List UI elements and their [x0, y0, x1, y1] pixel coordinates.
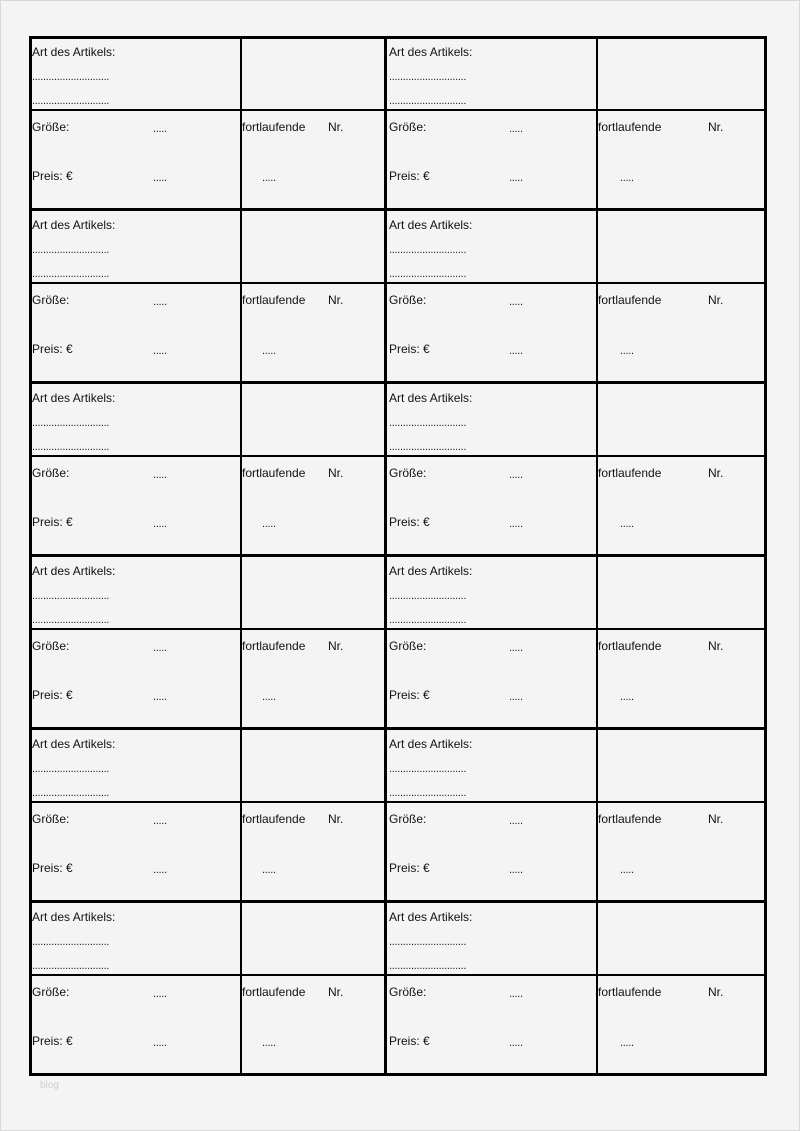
price-label: Preis: €	[389, 515, 430, 529]
price-value: .....	[509, 691, 523, 703]
serial-value: .....	[262, 172, 276, 184]
article-type-label: Art des Artikels:	[32, 910, 116, 924]
serial-value: .....	[262, 864, 276, 876]
card-inner-divider	[29, 628, 384, 630]
card-inner-divider	[386, 801, 766, 803]
serial-value: .....	[262, 518, 276, 530]
size-value: .....	[509, 988, 523, 1000]
size-label: Größe:	[32, 812, 70, 826]
article-type-label: Art des Artikels:	[32, 391, 116, 405]
article-line-2: ............................	[389, 441, 467, 453]
article-line-1: ............................	[389, 417, 467, 429]
serial-value: .....	[620, 1037, 634, 1049]
price-label: Preis: €	[32, 515, 73, 529]
serial-value: .....	[262, 691, 276, 703]
size-label: Größe:	[32, 466, 70, 480]
serial-label: fortlaufende	[598, 985, 662, 999]
serial-label: fortlaufende	[242, 985, 306, 999]
card-inner-divider	[386, 109, 766, 111]
serial-value: .....	[620, 518, 634, 530]
serial-label: fortlaufende	[242, 639, 306, 653]
price-value: .....	[153, 864, 167, 876]
size-value: .....	[509, 296, 523, 308]
article-type-label: Art des Artikels:	[32, 564, 116, 578]
article-line-2: ............................	[389, 95, 467, 107]
article-line-2: ............................	[32, 441, 110, 453]
article-line-1: ............................	[32, 763, 110, 775]
price-value: .....	[509, 1037, 523, 1049]
card-inner-divider	[29, 282, 384, 284]
article-line-2: ............................	[389, 960, 467, 972]
serial-label: fortlaufende	[598, 812, 662, 826]
card-inner-divider	[29, 974, 384, 976]
article-type-label: Art des Artikels:	[32, 218, 116, 232]
article-line-1: ............................	[389, 936, 467, 948]
size-value: .....	[509, 469, 523, 481]
serial-nr-label: Nr.	[708, 639, 724, 653]
serial-nr-label: Nr.	[708, 293, 724, 307]
watermark: blog	[40, 1080, 59, 1091]
size-value: .....	[153, 642, 167, 654]
article-line-1: ............................	[32, 417, 110, 429]
size-label: Größe:	[389, 293, 427, 307]
article-line-2: ............................	[32, 268, 110, 280]
serial-nr-label: Nr.	[328, 985, 344, 999]
size-label: Größe:	[32, 639, 70, 653]
card-inner-divider	[386, 628, 766, 630]
article-line-1: ............................	[389, 763, 467, 775]
size-label: Größe:	[389, 466, 427, 480]
serial-nr-label: Nr.	[328, 639, 344, 653]
size-value: .....	[153, 988, 167, 1000]
price-label: Preis: €	[389, 342, 430, 356]
serial-label: fortlaufende	[242, 293, 306, 307]
serial-label: fortlaufende	[598, 466, 662, 480]
article-line-1: ............................	[32, 590, 110, 602]
article-line-2: ............................	[32, 960, 110, 972]
serial-nr-label: Nr.	[328, 812, 344, 826]
article-line-2: ............................	[32, 95, 110, 107]
serial-value: .....	[620, 864, 634, 876]
serial-nr-label: Nr.	[708, 812, 724, 826]
article-line-1: ............................	[389, 590, 467, 602]
article-line-1: ............................	[32, 71, 110, 83]
price-label: Preis: €	[32, 688, 73, 702]
serial-nr-label: Nr.	[328, 466, 344, 480]
serial-value: .....	[620, 691, 634, 703]
price-value: .....	[509, 518, 523, 530]
price-value: .....	[509, 172, 523, 184]
article-line-2: ............................	[389, 614, 467, 626]
article-type-label: Art des Artikels:	[389, 45, 473, 59]
article-type-label: Art des Artikels:	[389, 910, 473, 924]
size-label: Größe:	[389, 120, 427, 134]
card-inner-divider	[386, 282, 766, 284]
card-inner-divider	[29, 455, 384, 457]
article-line-2: ............................	[32, 787, 110, 799]
serial-nr-label: Nr.	[328, 293, 344, 307]
serial-value: .....	[620, 345, 634, 357]
price-label: Preis: €	[389, 1034, 430, 1048]
price-value: .....	[153, 518, 167, 530]
size-label: Größe:	[389, 812, 427, 826]
price-value: .....	[153, 1037, 167, 1049]
size-value: .....	[153, 296, 167, 308]
size-label: Größe:	[389, 639, 427, 653]
serial-value: .....	[262, 345, 276, 357]
card-inner-divider	[386, 974, 766, 976]
article-line-1: ............................	[389, 244, 467, 256]
article-type-label: Art des Artikels:	[389, 391, 473, 405]
serial-label: fortlaufende	[242, 466, 306, 480]
article-line-1: ............................	[32, 936, 110, 948]
size-value: .....	[509, 642, 523, 654]
price-label: Preis: €	[32, 1034, 73, 1048]
article-type-label: Art des Artikels:	[32, 45, 116, 59]
article-line-2: ............................	[389, 268, 467, 280]
serial-label: fortlaufende	[598, 120, 662, 134]
article-type-label: Art des Artikels:	[389, 564, 473, 578]
card-inner-divider	[29, 801, 384, 803]
article-type-label: Art des Artikels:	[32, 737, 116, 751]
size-value: .....	[509, 123, 523, 135]
price-label: Preis: €	[389, 688, 430, 702]
price-label: Preis: €	[32, 861, 73, 875]
size-label: Größe:	[389, 985, 427, 999]
price-value: .....	[153, 691, 167, 703]
price-value: .....	[153, 172, 167, 184]
price-label: Preis: €	[32, 169, 73, 183]
article-line-2: ............................	[32, 614, 110, 626]
serial-label: fortlaufende	[598, 293, 662, 307]
size-value: .....	[153, 815, 167, 827]
price-label: Preis: €	[389, 861, 430, 875]
price-label: Preis: €	[32, 342, 73, 356]
size-label: Größe:	[32, 293, 70, 307]
price-label: Preis: €	[389, 169, 430, 183]
article-line-1: ............................	[389, 71, 467, 83]
size-value: .....	[509, 815, 523, 827]
article-type-label: Art des Artikels:	[389, 218, 473, 232]
size-label: Größe:	[32, 985, 70, 999]
article-line-1: ............................	[32, 244, 110, 256]
article-line-2: ............................	[389, 787, 467, 799]
size-label: Größe:	[32, 120, 70, 134]
article-type-label: Art des Artikels:	[389, 737, 473, 751]
price-value: .....	[153, 345, 167, 357]
serial-value: .....	[620, 172, 634, 184]
card-inner-divider	[386, 455, 766, 457]
size-value: .....	[153, 123, 167, 135]
serial-value: .....	[262, 1037, 276, 1049]
card-inner-divider	[29, 109, 384, 111]
serial-label: fortlaufende	[242, 120, 306, 134]
serial-nr-label: Nr.	[708, 120, 724, 134]
serial-label: fortlaufende	[242, 812, 306, 826]
serial-nr-label: Nr.	[328, 120, 344, 134]
size-value: .....	[153, 469, 167, 481]
price-value: .....	[509, 864, 523, 876]
serial-nr-label: Nr.	[708, 985, 724, 999]
serial-nr-label: Nr.	[708, 466, 724, 480]
price-value: .....	[509, 345, 523, 357]
serial-label: fortlaufende	[598, 639, 662, 653]
